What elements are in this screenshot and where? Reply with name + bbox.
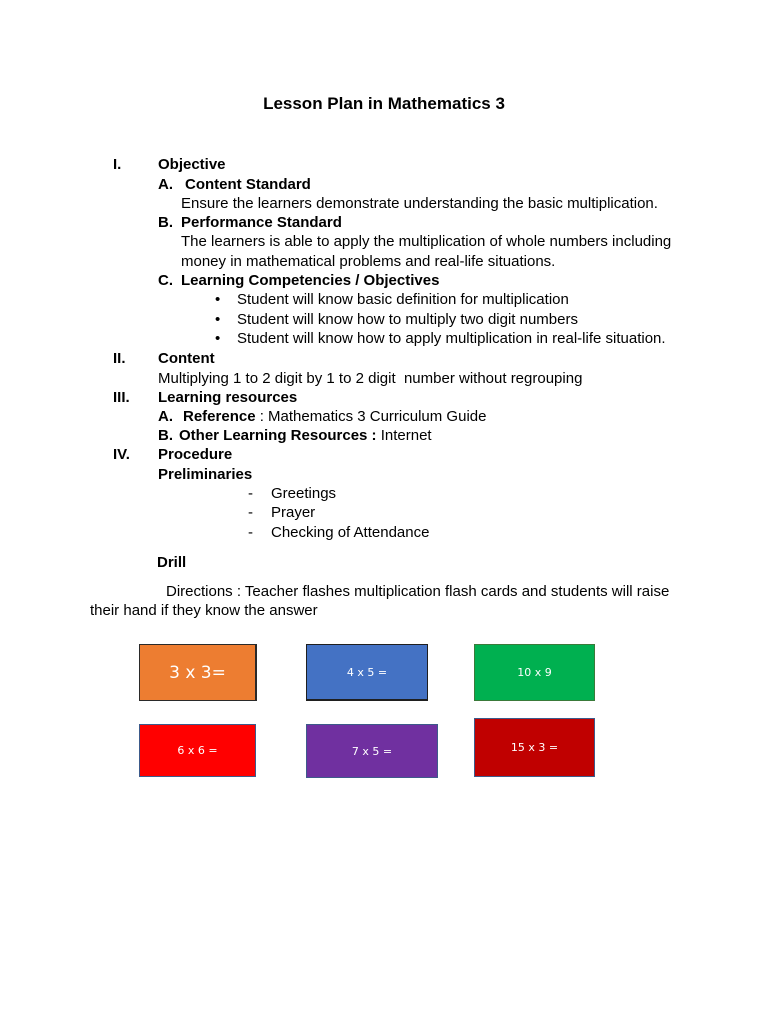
- item-letter-b: B.: [158, 214, 173, 231]
- competency-bullet-3: Student will know how to apply multiplication in real-life situation.: [237, 330, 666, 347]
- section-heading-objective: Objective: [158, 156, 226, 173]
- page-title: Lesson Plan in Mathematics 3: [263, 94, 505, 113]
- content-standard-label: Content Standard: [185, 176, 311, 193]
- flash-card: [474, 718, 595, 777]
- flash-card-text: 6 x 6 =: [177, 744, 218, 757]
- flash-card-text: 4 x 5 =: [346, 665, 388, 679]
- section-number-4: IV.: [113, 446, 130, 463]
- drill-directions-line-1: Directions : Teacher flashes multiplication flash cards and students will raise: [166, 583, 670, 600]
- flash-card-text: 7 x 5 =: [351, 744, 393, 758]
- reference-letter: A.: [158, 408, 173, 425]
- competency-bullet-2: Student will know how to multiply two digit numbers: [237, 311, 578, 328]
- performance-standard-line-2: money in mathematical problems and real-life situations.: [181, 253, 556, 270]
- preliminaries-heading: Preliminaries: [158, 466, 253, 483]
- bullet-icon: •: [215, 330, 221, 347]
- flash-card: [139, 644, 257, 701]
- dash-marker: -: [248, 485, 253, 502]
- section-heading-resources: Learning resources: [158, 389, 298, 406]
- item-letter-a: A.: [158, 176, 173, 193]
- section-number-3: III.: [113, 389, 130, 406]
- section-number-1: I.: [113, 156, 122, 173]
- reference-value: : Mathematics 3 Curriculum Guide: [259, 408, 487, 425]
- other-resources-letter: B.: [158, 427, 173, 444]
- reference-line: [158, 407, 486, 426]
- dash-marker: -: [248, 524, 253, 541]
- drill-heading: Drill: [157, 554, 187, 571]
- content-standard-text: Ensure the learners demonstrate understanding the basic multiplication.: [181, 195, 658, 212]
- preliminary-item-greetings: Greetings: [271, 485, 337, 502]
- flash-card: [474, 644, 595, 701]
- section-heading-content: Content: [158, 350, 215, 367]
- section-heading-procedure: Procedure: [158, 446, 233, 463]
- preliminary-item-prayer: Prayer: [271, 504, 316, 521]
- other-resources-line: [158, 426, 432, 445]
- flash-card: [306, 724, 438, 778]
- section-number-2: II.: [113, 350, 126, 367]
- drill-directions-line-2: their hand if they know the answer: [90, 602, 318, 619]
- competencies-label: Learning Competencies / Objectives: [181, 272, 440, 289]
- other-resources-value: Internet: [380, 427, 432, 444]
- reference-label: Reference: [183, 408, 256, 425]
- dash-marker: -: [248, 504, 253, 521]
- performance-standard-label: Performance Standard: [181, 214, 342, 231]
- competency-bullet-1: Student will know basic definition for multiplication: [237, 291, 569, 308]
- item-letter-c: C.: [158, 272, 173, 289]
- other-resources-label: Other Learning Resources :: [179, 427, 377, 444]
- flash-card-text: 3 x 3=: [169, 662, 226, 683]
- content-text: Multiplying 1 to 2 digit by 1 to 2 digit number without regrouping: [158, 370, 583, 387]
- preliminary-item-attendance: Checking of Attendance: [271, 524, 430, 541]
- bullet-icon: •: [215, 311, 221, 328]
- bullet-icon: •: [215, 291, 221, 308]
- flash-card: [306, 644, 428, 701]
- performance-standard-line-1: The learners is able to apply the multiplication of whole numbers including: [181, 233, 672, 250]
- flash-card-text: 15 x 3 =: [510, 741, 559, 754]
- flash-card: [139, 724, 256, 777]
- flash-card-text: 10 x 9: [517, 666, 552, 679]
